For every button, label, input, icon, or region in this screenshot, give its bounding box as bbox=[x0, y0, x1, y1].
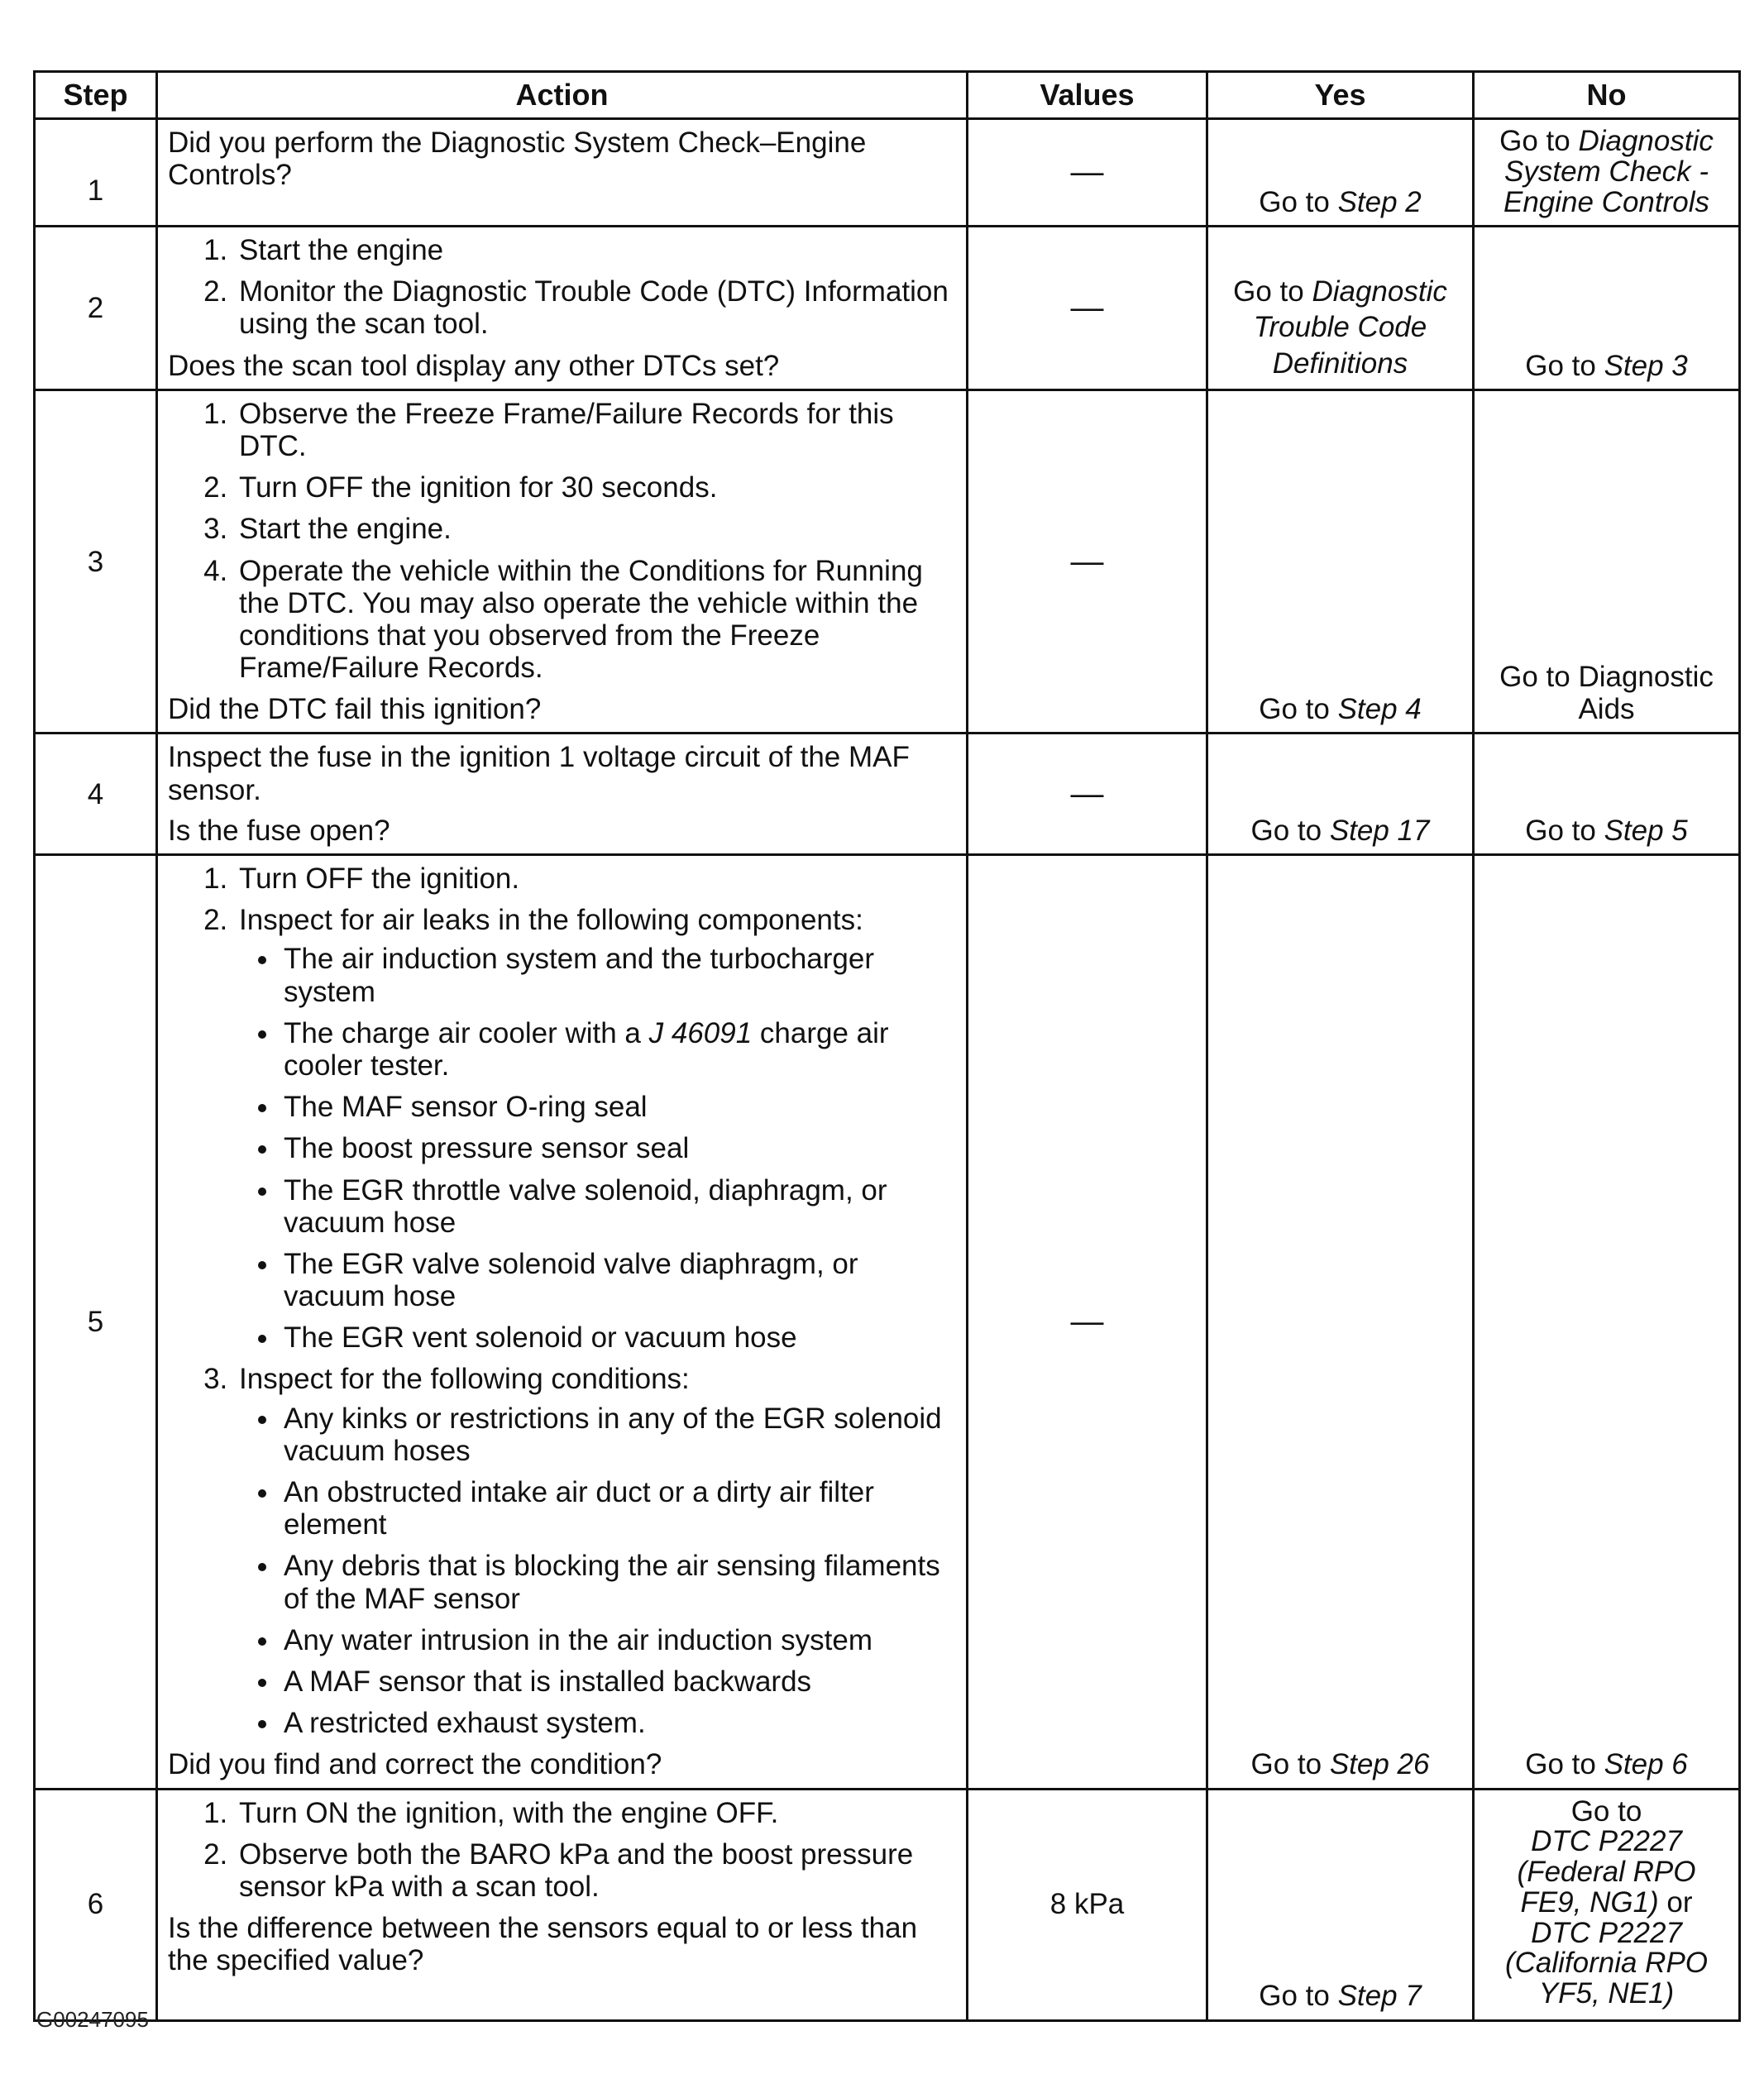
action-steps bbox=[168, 1797, 956, 1904]
list-item: • An obstructed intake air duct or a dirty air filter element bbox=[280, 1476, 956, 1541]
no-prefix: Go to bbox=[1525, 814, 1604, 847]
action-step: 2. Observe both the BARO kPa and the boost pressure sensor kPa with a scan tool. bbox=[236, 1838, 956, 1903]
action-step-label: Inspect for air leaks in the following components: bbox=[239, 904, 863, 937]
yes-link[interactable]: Diagnostic Trouble Code Definitions bbox=[1253, 275, 1447, 380]
figure-code: G00247095 bbox=[36, 2007, 149, 2032]
values-cell bbox=[968, 1789, 1207, 2020]
action-steps bbox=[168, 863, 956, 1739]
yes-cell bbox=[1207, 734, 1474, 855]
no-link[interactable]: DTC P2227 (Federal RPO FE9, NG1) bbox=[1517, 1825, 1696, 1919]
values-cell bbox=[968, 119, 1207, 227]
yes-cell bbox=[1207, 389, 1474, 734]
yes-link[interactable]: Step 4 bbox=[1337, 693, 1422, 726]
action-steps bbox=[168, 234, 956, 341]
tool-number: J 46091 bbox=[648, 1016, 753, 1049]
action-step: 2. Turn OFF the ignition for 30 seconds. bbox=[236, 471, 956, 504]
no-prefix: Go to bbox=[1499, 125, 1579, 157]
step-number: 3 bbox=[35, 389, 157, 734]
table-row bbox=[35, 227, 1740, 390]
action-step: 1. Turn OFF the ignition. bbox=[236, 863, 956, 895]
list-item: • Any kinks or restrictions in any of the EGR solenoid vacuum hoses bbox=[280, 1403, 956, 1467]
action-step: 4. Operate the vehicle within the Conditions for Running the DTC. You may also operate the vehicle within the conditions that you observed from the Freeze Frame/Failure Records. bbox=[236, 555, 956, 685]
no-link[interactable]: Step 5 bbox=[1604, 814, 1688, 847]
no-link[interactable]: Diagnostic System Check - Engine Controls bbox=[1503, 125, 1714, 218]
value-dash: — bbox=[1070, 153, 1104, 190]
list-item: • Any water intrusion in the air induction system bbox=[280, 1624, 956, 1656]
list-item: • A MAF sensor that is installed backwards bbox=[280, 1665, 956, 1698]
values-cell bbox=[968, 389, 1207, 734]
no-prefix: Go to bbox=[1525, 1748, 1604, 1781]
value-spec: 8 kPa bbox=[1049, 1888, 1125, 1921]
action-question: Is the fuse open? bbox=[168, 814, 390, 847]
no-link[interactable]: Step 3 bbox=[1604, 349, 1688, 382]
values-cell bbox=[968, 734, 1207, 855]
action-cell bbox=[157, 855, 968, 1790]
yes-prefix: Go to bbox=[1250, 1748, 1330, 1781]
values-cell bbox=[968, 855, 1207, 1790]
no-cell bbox=[1474, 227, 1740, 390]
yes-cell bbox=[1207, 855, 1474, 1790]
yes-cell bbox=[1207, 119, 1474, 227]
action-cell bbox=[157, 389, 968, 734]
no-cell bbox=[1474, 855, 1740, 1790]
action-step: 1. Observe the Freeze Frame/Failure Records for this DTC. bbox=[236, 398, 956, 462]
table-row bbox=[35, 1789, 1740, 2020]
action-question: Did the DTC fail this ignition? bbox=[168, 693, 542, 726]
action-cell bbox=[157, 227, 968, 390]
action-cell bbox=[157, 734, 968, 855]
action-step: 1. Start the engine bbox=[236, 234, 956, 266]
yes-cell bbox=[1207, 1789, 1474, 2020]
list-item: • The EGR vent solenoid or vacuum hose bbox=[280, 1321, 956, 1354]
header-row bbox=[35, 72, 1740, 119]
list-item: • The air induction system and the turbocharger system bbox=[280, 943, 956, 1007]
value-dash: — bbox=[1070, 289, 1104, 326]
yes-link[interactable]: Step 7 bbox=[1337, 1980, 1422, 2013]
list-item: • The EGR throttle valve solenoid, diaphragm, or vacuum hose bbox=[280, 1174, 956, 1239]
diagnostic-table bbox=[33, 70, 1741, 2022]
list-item: • The boost pressure sensor seal bbox=[280, 1132, 956, 1164]
header-no: No bbox=[1474, 72, 1740, 119]
action-step: 3. Start the engine. bbox=[236, 513, 956, 545]
header-yes: Yes bbox=[1207, 72, 1474, 119]
no-link[interactable]: DTC P2227 (California RPO YF5, NE1) bbox=[1504, 1916, 1709, 2009]
table-row bbox=[35, 389, 1740, 734]
action-cell bbox=[157, 119, 968, 227]
header-step: Step bbox=[35, 72, 157, 119]
action-step: 1. Turn ON the ignition, with the engine OFF. bbox=[236, 1797, 956, 1829]
step-number: 2 bbox=[35, 227, 157, 390]
yes-prefix: Go to bbox=[1259, 1980, 1338, 2013]
yes-link[interactable]: Step 26 bbox=[1329, 1748, 1430, 1781]
component-list bbox=[239, 943, 956, 1354]
list-item: • A restricted exhaust system. bbox=[280, 1707, 956, 1739]
action-text: Inspect the fuse in the ignition 1 voltage circuit of the MAF sensor. bbox=[168, 741, 910, 806]
no-text[interactable]: Go to Diagnostic Aids bbox=[1499, 661, 1714, 726]
step-number: 6 bbox=[35, 1789, 157, 2020]
table-row bbox=[35, 119, 1740, 227]
yes-prefix: Go to bbox=[1259, 693, 1338, 726]
no-prefix: Go to bbox=[1525, 349, 1604, 382]
action-step-group bbox=[236, 1363, 956, 1739]
yes-cell bbox=[1207, 227, 1474, 390]
step-number: 5 bbox=[35, 855, 157, 1790]
list-item: • The EGR valve solenoid valve diaphragm, or vacuum hose bbox=[280, 1248, 956, 1312]
no-cell bbox=[1474, 1789, 1740, 2020]
values-cell bbox=[968, 227, 1207, 390]
header-values: Values bbox=[968, 72, 1207, 119]
table-row bbox=[35, 855, 1740, 1790]
list-item: • The MAF sensor O-ring seal bbox=[280, 1091, 956, 1123]
action-question: Did you perform the Diagnostic System Check–Engine Controls? bbox=[168, 127, 867, 192]
value-dash: — bbox=[1070, 542, 1104, 580]
table-row bbox=[35, 734, 1740, 855]
action-question: Did you find and correct the condition? bbox=[168, 1748, 662, 1781]
step-number: 4 bbox=[35, 734, 157, 855]
list-item-text: The charge air cooler with a bbox=[284, 1016, 649, 1049]
action-question: Does the scan tool display any other DTCs set? bbox=[168, 349, 780, 382]
no-prefix: Go to bbox=[1570, 1794, 1642, 1828]
yes-link[interactable]: Step 2 bbox=[1337, 185, 1422, 218]
list-item-text: charge air cooler tester. bbox=[284, 1016, 889, 1082]
action-question: Is the difference between the sensors equal to or less than the specified value? bbox=[168, 1912, 918, 1977]
no-cell bbox=[1474, 734, 1740, 855]
action-step: 2. Monitor the Diagnostic Trouble Code (DTC) Information using the scan tool. bbox=[236, 275, 956, 340]
no-cell bbox=[1474, 119, 1740, 227]
no-cell bbox=[1474, 389, 1740, 734]
yes-prefix: Go to bbox=[1259, 185, 1338, 218]
step-number: 1 bbox=[35, 119, 157, 227]
yes-prefix: Go to bbox=[1250, 814, 1330, 847]
action-cell bbox=[157, 1789, 968, 2020]
list-item bbox=[280, 1017, 956, 1082]
no-or: or bbox=[1658, 1885, 1693, 1919]
yes-prefix: Go to bbox=[1233, 275, 1312, 308]
action-step-label: Inspect for the following conditions: bbox=[239, 1363, 690, 1396]
value-dash: — bbox=[1070, 1302, 1104, 1340]
header-action: Action bbox=[157, 72, 968, 119]
value-dash: — bbox=[1070, 775, 1104, 812]
action-step-group bbox=[236, 904, 956, 1354]
yes-link[interactable]: Step 17 bbox=[1329, 814, 1430, 847]
no-link[interactable]: Step 6 bbox=[1604, 1748, 1688, 1781]
list-item: • Any debris that is blocking the air sensing filaments of the MAF sensor bbox=[280, 1550, 956, 1614]
action-steps bbox=[168, 398, 956, 685]
condition-list bbox=[239, 1403, 956, 1740]
